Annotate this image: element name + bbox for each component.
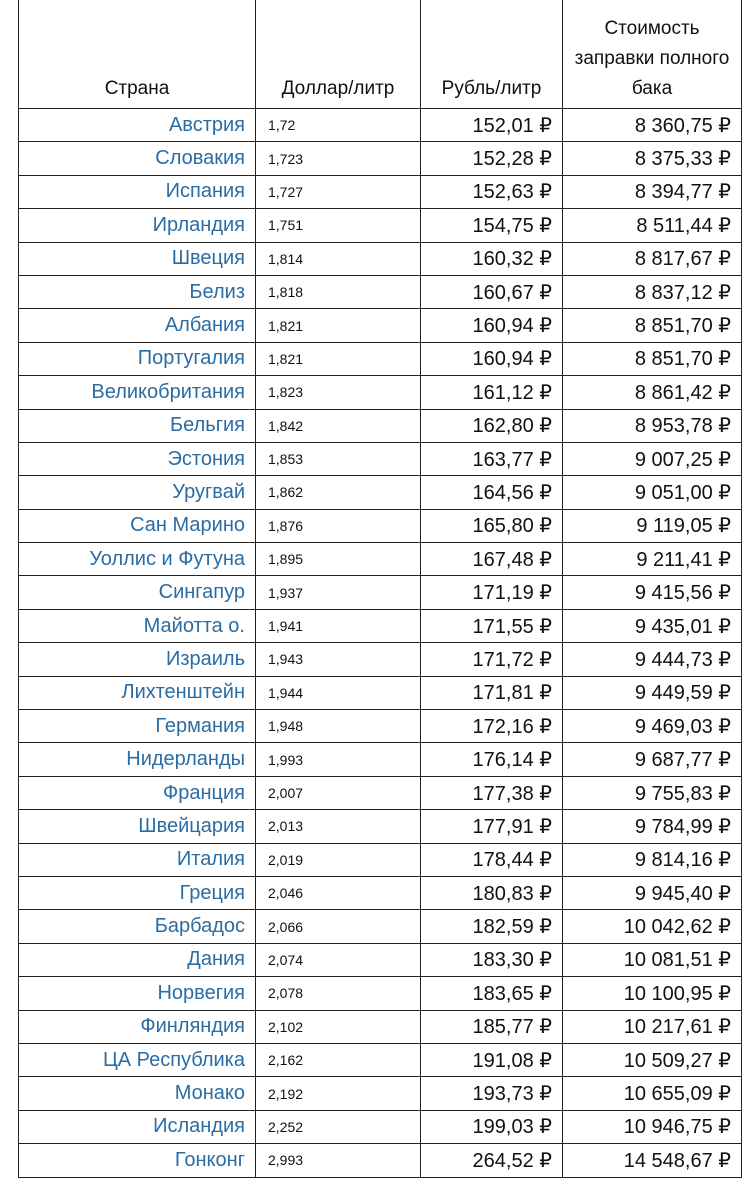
rub-per-liter-cell: 152,28 ₽ (421, 142, 563, 175)
usd-per-liter-cell: 2,192 (256, 1077, 421, 1110)
country-cell: Монако (19, 1077, 256, 1110)
country-cell: Уоллис и Футуна (19, 543, 256, 576)
country-cell: Майотта о. (19, 609, 256, 642)
full-tank-cost-cell: 9 007,25 ₽ (563, 442, 742, 475)
country-cell: Уругвай (19, 476, 256, 509)
country-cell: Албания (19, 309, 256, 342)
table-row (19, 1010, 742, 1043)
usd-per-liter-cell: 2,046 (256, 876, 421, 909)
table-row (19, 943, 742, 976)
table-row (19, 109, 742, 142)
table-row (19, 1077, 742, 1110)
usd-per-liter-cell: 2,019 (256, 843, 421, 876)
full-tank-cost-cell: 8 851,70 ₽ (563, 309, 742, 342)
rub-per-liter-cell: 161,12 ₽ (421, 376, 563, 409)
full-tank-cost-cell: 9 784,99 ₽ (563, 810, 742, 843)
header-full-tank-cost: Стоимость заправки полного бака (563, 0, 742, 109)
table-row (19, 576, 742, 609)
usd-per-liter-cell: 1,937 (256, 576, 421, 609)
table-row (19, 209, 742, 242)
rub-per-liter-cell: 183,65 ₽ (421, 977, 563, 1010)
table-row (19, 977, 742, 1010)
table-row (19, 175, 742, 208)
table-row (19, 409, 742, 442)
full-tank-cost-cell: 9 444,73 ₽ (563, 643, 742, 676)
full-tank-cost-cell: 8 511,44 ₽ (563, 209, 742, 242)
table-row (19, 776, 742, 809)
rub-per-liter-cell: 177,38 ₽ (421, 776, 563, 809)
table-row (19, 1043, 742, 1076)
header-rub-per-liter: Рубль/литр (421, 0, 563, 109)
usd-per-liter-cell: 1,862 (256, 476, 421, 509)
usd-per-liter-cell: 1,948 (256, 710, 421, 743)
usd-per-liter-cell: 2,013 (256, 810, 421, 843)
rub-per-liter-cell: 264,52 ₽ (421, 1144, 563, 1177)
full-tank-cost-cell: 10 946,75 ₽ (563, 1110, 742, 1143)
full-tank-cost-cell: 9 687,77 ₽ (563, 743, 742, 776)
table-row (19, 843, 742, 876)
full-tank-cost-cell: 10 655,09 ₽ (563, 1077, 742, 1110)
country-cell: Нидерланды (19, 743, 256, 776)
table-row (19, 275, 742, 308)
usd-per-liter-cell: 1,876 (256, 509, 421, 542)
full-tank-cost-cell: 9 415,56 ₽ (563, 576, 742, 609)
header-row (19, 0, 742, 109)
country-cell: Сингапур (19, 576, 256, 609)
table-row (19, 442, 742, 475)
rub-per-liter-cell: 167,48 ₽ (421, 543, 563, 576)
country-cell: Италия (19, 843, 256, 876)
full-tank-cost-cell: 9 211,41 ₽ (563, 543, 742, 576)
country-cell: Лихтенштейн (19, 676, 256, 709)
usd-per-liter-cell: 1,944 (256, 676, 421, 709)
full-tank-cost-cell: 9 945,40 ₽ (563, 876, 742, 909)
rub-per-liter-cell: 165,80 ₽ (421, 509, 563, 542)
full-tank-cost-cell: 9 814,16 ₽ (563, 843, 742, 876)
usd-per-liter-cell: 2,993 (256, 1144, 421, 1177)
rub-per-liter-cell: 152,01 ₽ (421, 109, 563, 142)
full-tank-cost-cell: 8 394,77 ₽ (563, 175, 742, 208)
table-row (19, 476, 742, 509)
country-cell: Великобритания (19, 376, 256, 409)
rub-per-liter-cell: 162,80 ₽ (421, 409, 563, 442)
full-tank-cost-cell: 9 449,59 ₽ (563, 676, 742, 709)
usd-per-liter-cell: 2,102 (256, 1010, 421, 1043)
rub-per-liter-cell: 177,91 ₽ (421, 810, 563, 843)
rub-per-liter-cell: 171,19 ₽ (421, 576, 563, 609)
country-cell: Португалия (19, 342, 256, 375)
usd-per-liter-cell: 1,853 (256, 442, 421, 475)
usd-per-liter-cell: 1,895 (256, 543, 421, 576)
rub-per-liter-cell: 154,75 ₽ (421, 209, 563, 242)
rub-per-liter-cell: 160,67 ₽ (421, 275, 563, 308)
country-cell: Сан Марино (19, 509, 256, 542)
usd-per-liter-cell: 1,842 (256, 409, 421, 442)
rub-per-liter-cell: 180,83 ₽ (421, 876, 563, 909)
table-row (19, 142, 742, 175)
usd-per-liter-cell: 2,252 (256, 1110, 421, 1143)
table-row (19, 376, 742, 409)
country-cell: Швеция (19, 242, 256, 275)
rub-per-liter-cell: 160,32 ₽ (421, 242, 563, 275)
country-cell: Греция (19, 876, 256, 909)
rub-per-liter-cell: 152,63 ₽ (421, 175, 563, 208)
rub-per-liter-cell: 164,56 ₽ (421, 476, 563, 509)
full-tank-cost-cell: 8 953,78 ₽ (563, 409, 742, 442)
rub-per-liter-cell: 185,77 ₽ (421, 1010, 563, 1043)
usd-per-liter-cell: 1,823 (256, 376, 421, 409)
usd-per-liter-cell: 1,821 (256, 309, 421, 342)
usd-per-liter-cell: 1,723 (256, 142, 421, 175)
full-tank-cost-cell: 9 435,01 ₽ (563, 609, 742, 642)
full-tank-cost-cell: 14 548,67 ₽ (563, 1144, 742, 1177)
usd-per-liter-cell: 1,72 (256, 109, 421, 142)
full-tank-cost-cell: 8 861,42 ₽ (563, 376, 742, 409)
full-tank-cost-cell: 9 755,83 ₽ (563, 776, 742, 809)
full-tank-cost-cell: 8 360,75 ₽ (563, 109, 742, 142)
country-cell: Барбадос (19, 910, 256, 943)
rub-per-liter-cell: 171,72 ₽ (421, 643, 563, 676)
rub-per-liter-cell: 178,44 ₽ (421, 843, 563, 876)
usd-per-liter-cell: 2,066 (256, 910, 421, 943)
usd-per-liter-cell: 1,993 (256, 743, 421, 776)
table-row (19, 1144, 742, 1177)
country-cell: Гонконг (19, 1144, 256, 1177)
rub-per-liter-cell: 160,94 ₽ (421, 309, 563, 342)
full-tank-cost-cell: 9 051,00 ₽ (563, 476, 742, 509)
country-cell: Эстония (19, 442, 256, 475)
country-cell: Ирландия (19, 209, 256, 242)
rub-per-liter-cell: 199,03 ₽ (421, 1110, 563, 1143)
usd-per-liter-cell: 1,751 (256, 209, 421, 242)
full-tank-cost-cell: 10 081,51 ₽ (563, 943, 742, 976)
full-tank-cost-cell: 10 217,61 ₽ (563, 1010, 742, 1043)
rub-per-liter-cell: 160,94 ₽ (421, 342, 563, 375)
rub-per-liter-cell: 182,59 ₽ (421, 910, 563, 943)
usd-per-liter-cell: 2,078 (256, 977, 421, 1010)
usd-per-liter-cell: 1,814 (256, 242, 421, 275)
full-tank-cost-cell: 9 469,03 ₽ (563, 710, 742, 743)
country-cell: Австрия (19, 109, 256, 142)
country-cell: ЦА Республика (19, 1043, 256, 1076)
usd-per-liter-cell: 2,162 (256, 1043, 421, 1076)
rub-per-liter-cell: 163,77 ₽ (421, 442, 563, 475)
country-cell: Франция (19, 776, 256, 809)
table-row (19, 342, 742, 375)
country-cell: Бельгия (19, 409, 256, 442)
table-row (19, 543, 742, 576)
table-row (19, 876, 742, 909)
country-cell: Словакия (19, 142, 256, 175)
country-cell: Дания (19, 943, 256, 976)
header-country: Страна (19, 0, 256, 109)
full-tank-cost-cell: 10 042,62 ₽ (563, 910, 742, 943)
full-tank-cost-cell: 8 817,67 ₽ (563, 242, 742, 275)
table-row (19, 509, 742, 542)
country-cell: Израиль (19, 643, 256, 676)
full-tank-cost-cell: 8 375,33 ₽ (563, 142, 742, 175)
country-cell: Исландия (19, 1110, 256, 1143)
full-tank-cost-cell: 8 851,70 ₽ (563, 342, 742, 375)
full-tank-cost-cell: 10 509,27 ₽ (563, 1043, 742, 1076)
full-tank-cost-cell: 9 119,05 ₽ (563, 509, 742, 542)
rub-per-liter-cell: 191,08 ₽ (421, 1043, 563, 1076)
table-row (19, 743, 742, 776)
usd-per-liter-cell: 2,074 (256, 943, 421, 976)
rub-per-liter-cell: 172,16 ₽ (421, 710, 563, 743)
full-tank-cost-cell: 8 837,12 ₽ (563, 275, 742, 308)
country-cell: Финляндия (19, 1010, 256, 1043)
usd-per-liter-cell: 2,007 (256, 776, 421, 809)
rub-per-liter-cell: 183,30 ₽ (421, 943, 563, 976)
fuel-price-table (18, 0, 742, 1178)
table-row (19, 643, 742, 676)
table-row (19, 710, 742, 743)
rub-per-liter-cell: 193,73 ₽ (421, 1077, 563, 1110)
country-cell: Германия (19, 710, 256, 743)
table-row (19, 242, 742, 275)
usd-per-liter-cell: 1,941 (256, 609, 421, 642)
table-row (19, 609, 742, 642)
country-cell: Норвегия (19, 977, 256, 1010)
rub-per-liter-cell: 171,81 ₽ (421, 676, 563, 709)
usd-per-liter-cell: 1,821 (256, 342, 421, 375)
usd-per-liter-cell: 1,943 (256, 643, 421, 676)
country-cell: Белиз (19, 275, 256, 308)
table-row (19, 676, 742, 709)
country-cell: Швейцария (19, 810, 256, 843)
usd-per-liter-cell: 1,818 (256, 275, 421, 308)
full-tank-cost-cell: 10 100,95 ₽ (563, 977, 742, 1010)
table-row (19, 910, 742, 943)
rub-per-liter-cell: 171,55 ₽ (421, 609, 563, 642)
table-row (19, 810, 742, 843)
usd-per-liter-cell: 1,727 (256, 175, 421, 208)
country-cell: Испания (19, 175, 256, 208)
header-usd-per-liter: Доллар/литр (256, 0, 421, 109)
rub-per-liter-cell: 176,14 ₽ (421, 743, 563, 776)
table-row (19, 309, 742, 342)
table-row (19, 1110, 742, 1143)
